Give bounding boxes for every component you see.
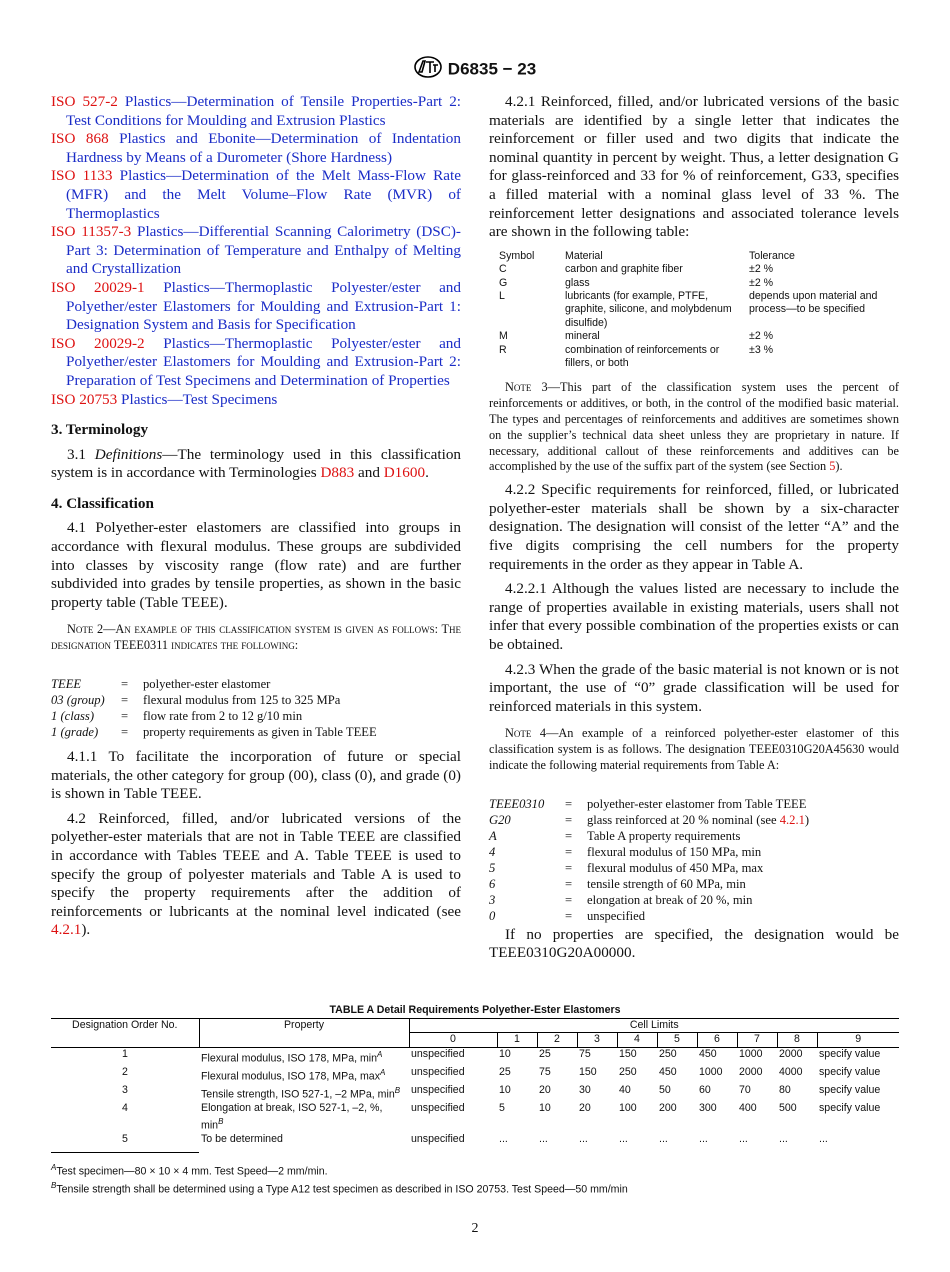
reference-list: [51, 93, 461, 409]
reference-item[interactable]: ISO 1133 Plastics—Determination of the Melt Mass-Flow Rate (MFR) and the Melt Volume–Flow Rate (MVR) of Thermoplastics: [51, 167, 461, 222]
table-row: 5 To be determined unspecified ... ... ... ... ... ... ... ... ...: [122, 1132, 828, 1145]
cell-limit-header: 1: [497, 1033, 537, 1047]
reinforced-example-list: [489, 796, 899, 924]
reference-item[interactable]: ISO 20029-1 Plastics—Thermoplastic Polyester/ester and Polyether/ester Elastomers for Moulding and Extrusion-Part 1: Designation System and Basis for Specification: [51, 278, 461, 334]
definition-row: TEEE = polyether-ester elastomer: [51, 677, 271, 692]
paragraph-4-2-1: 4.2.1 Reinforced, filled, and/or lubricated versions of the basic materials are identified by a single letter that indicates the reinforcement or filler used and two digits that indicate the nominal quantity in percent by weight. Thus, a letter designation G for glass-reinforced and 33 for % of reinforcement, G33, specifies a filled material with a nominal glass level of 33 %. The reinforcement letter designations and associated tolerance levels are shown in the following table:: [489, 93, 899, 241]
col-header-cell-limits: Cell Limits: [409, 1019, 899, 1033]
table-row: 3 Tensile strength, ISO 527-1, –2 MPa, $\min^B$ unspecified 10 20 30 40 50 60 70 80 specify value: [122, 1083, 881, 1101]
table-row: 2 Flexural modulus, ISO 178, MPa, $\max^A$ unspecified 25 75 150 250 450 1000 2000 4000 specify value: [122, 1065, 881, 1083]
reference-item[interactable]: ISO 868 Plastics and Ebonite—Determination of Indentation Hardness by Means of a Durometer (Shore Hardness): [51, 130, 461, 166]
paragraph-4-2: 4.2 Reinforced, filled, and/or lubricated versions of the polyether-ester materials that are not in Table TEEE are classified in accordance with Tables TEEE and A. Table TEEE is used to specify the group of polyester materials and Table A is used to specify the property requirements after the addition of reinforcements or lubricants at the nominal level indicated (see 4.2.1).: [51, 809, 461, 939]
link-d1600[interactable]: D1600: [383, 464, 426, 482]
cell-limit-header: 7: [737, 1033, 777, 1047]
document-designation: D6835 − 23: [447, 59, 537, 79]
note-4: Note 4—An example of a reinforced polyether-ester elastomer of this classification system is as follows. The designation TEEE0310G20A45630 would indicate the following material requirements from Table A:: [489, 726, 899, 772]
section-4-heading: 4. Classification: [51, 494, 154, 512]
paragraph-no-properties: If no properties are specified, the designation would be TEEE0310G20A00000.: [489, 925, 899, 962]
footnote-rule: [51, 1152, 199, 1153]
reinforcement-table: [499, 250, 899, 371]
cell-limit-header: 4: [617, 1033, 657, 1047]
cell-limit-header: 2: [537, 1033, 577, 1047]
reinforcement-row: G glass ±2 %: [499, 276, 774, 289]
link-4-2-1[interactable]: 4.2.1: [779, 812, 805, 827]
paragraph-4-2-3: 4.2.3 When the grade of the basic material is not known or is not important, the use of “0” grade classification will be used for reinforced materials in this system.: [489, 660, 899, 715]
reference-item[interactable]: ISO 20753 Plastics—Test Specimens: [51, 390, 278, 408]
definition-row: 1 (grade) = property requirements as given in Table TEEE: [51, 725, 377, 740]
reference-item[interactable]: ISO 20029-2 Plastics—Thermoplastic Polyester/ester and Polyether/ester Elastomers for Moulding and Extrusion-Part 2: Preparation of Test Specimens and Determination of Properties: [51, 334, 461, 389]
table-footnotes: [51, 1152, 899, 1196]
col-header-property: Property: [199, 1019, 409, 1048]
cell-limit-header: 6: [697, 1033, 737, 1047]
table-row: 4 Elongation at break, ISO 527-1, –2, %, $\min^B$ unspecified 5 10 20 100 200 300 400 500 specify value: [122, 1101, 881, 1132]
reference-item[interactable]: ISO 527-2 Plastics—Determination of Tensile Properties-Part 2: Test Conditions for Moulding and Extrusion Plastics: [51, 93, 462, 129]
note-2: Note 2—An example of this classification system is given as follows: The designation TEEE0311 indicates the following:: [51, 622, 461, 653]
section-3-heading: 3. Terminology: [51, 421, 149, 439]
definition-row: A = Table A property requirements: [489, 828, 741, 843]
definition-row: TEEE0310 = polyether-ester elastomer from Table TEEE: [489, 796, 807, 811]
table-row: 1 Flexural modulus, ISO 178, MPa, $\min^A$ unspecified 10 25 75 150 250 450 1000 2000 specify value: [122, 1047, 881, 1065]
reinforcement-row: M mineral ±2 %: [499, 330, 774, 343]
definition-row: 5 = flexural modulus of 450 MPa, max: [489, 860, 764, 875]
footnote: $^B$Tensile strength shall be determined using a Type A12 test specimen as described in ISO 20753. Test Speed—50 mm/min: [51, 1180, 628, 1196]
paragraph-3-1: 3.1 Definitions—The terminology used in this classification system is in accordance with Terminologies D883 and D1600.: [51, 445, 462, 482]
definition-row: G20 = glass reinforced at 20 % nominal (see 4.2.1): [489, 812, 810, 827]
right-column: [489, 93, 899, 969]
col-header-order: Designation Order No.: [51, 1019, 199, 1048]
definition-row: 4 = flexural modulus of 150 MPa, min: [489, 844, 762, 859]
page-number: 2: [471, 1221, 479, 1236]
reinforcement-row: C carbon and graphite fiber ±2 %: [499, 263, 774, 276]
definition-row: 1 (class) = flow rate from 2 to 12 g/10 min: [51, 709, 303, 724]
reference-item[interactable]: ISO 11357-3 Plastics—Differential Scanning Calorimetry (DSC)-Part 3: Determination of Temperature and Enthalpy of Melting and Crystallization: [51, 223, 461, 278]
cell-limit-header: 3: [577, 1033, 617, 1047]
table-a: [51, 1004, 899, 1146]
paragraph-4-2-2: 4.2.2 Specific requirements for reinforced, filled, or lubricated polyether-ester materials shall be shown by a six-character designation. The designation will consist of the letter “A” and the five digits comprising the cell numbers for the property requirements in the order as they appear in Table A.: [489, 481, 899, 573]
footnote: $^A$Test specimen—80 × 10 × 4 mm. Test Speed—2 mm/min.: [51, 1163, 328, 1178]
reinforcement-header-row: Symbol Material Tolerance: [499, 249, 795, 262]
cell-limit-header: 9: [817, 1033, 899, 1047]
table-a-caption: TABLE A Detail Requirements Polyether-Ester Elastomers: [329, 1004, 621, 1016]
table-a-grid: [51, 1018, 899, 1146]
definition-row: 03 (group) = flexural modulus from 125 to 325 MPa: [51, 693, 341, 708]
definition-row: 6 = tensile strength of 60 MPa, min: [489, 876, 746, 891]
cell-limit-header: 0: [409, 1033, 497, 1047]
cell-limit-header: 8: [777, 1033, 817, 1047]
left-column: [51, 93, 461, 946]
designation-example-list: [51, 676, 461, 740]
cell-limit-header: 5: [657, 1033, 697, 1047]
paragraph-4-1-1: 4.1.1 To facilitate the incorporation of future or special materials, the other category for group (00), class (0), and grade (0) is shown in Table TEEE.: [51, 748, 461, 803]
paragraph-4-2-2-1: 4.2.2.1 Although the values listed are necessary to include the range of properties available in existing materials, users shall not infer that every possible combination of the properties exists or can be obtained.: [489, 580, 899, 653]
paragraph-4-1: 4.1 Polyether-ester elastomers are classified into groups in accordance with flexural modulus. These groups are subdivided into classes by viscosity range (flow rate) and are further subdivided into grades by tensile properties, as shown in the basic property table (Table TEEE).: [51, 519, 461, 611]
link-section-5[interactable]: 5: [829, 459, 836, 474]
link-4-2-1[interactable]: 4.2.1: [51, 921, 82, 939]
astm-logo-icon: [414, 56, 442, 83]
reinforcement-row: R combination of reinforcements or fillers, or both ±3 %: [499, 343, 774, 369]
link-d883[interactable]: D883: [320, 464, 355, 482]
reinforcement-row: L lubricants (for example, PTFE, graphite, silicone, and molybdenum disulfide) depends upon material and process—to be specified: [499, 289, 878, 329]
definition-row: 3 = elongation at break of 20 %, min: [489, 892, 753, 907]
definition-row: 0 = unspecified: [489, 908, 646, 923]
note-3: Note 3—This part of the classification system uses the percent of reinforcements or additives, or both, in the control of the modified basic material. The types and percentages of reinforcements and additives are sometimes shown on the supplier’s technical data sheet unless they are proprietary in nature. If necessary, additional callout of these reinforcements and additives can be accomplished by the use of the suffix part of the system (see Section 5).: [489, 380, 899, 474]
page-header: [0, 56, 950, 83]
